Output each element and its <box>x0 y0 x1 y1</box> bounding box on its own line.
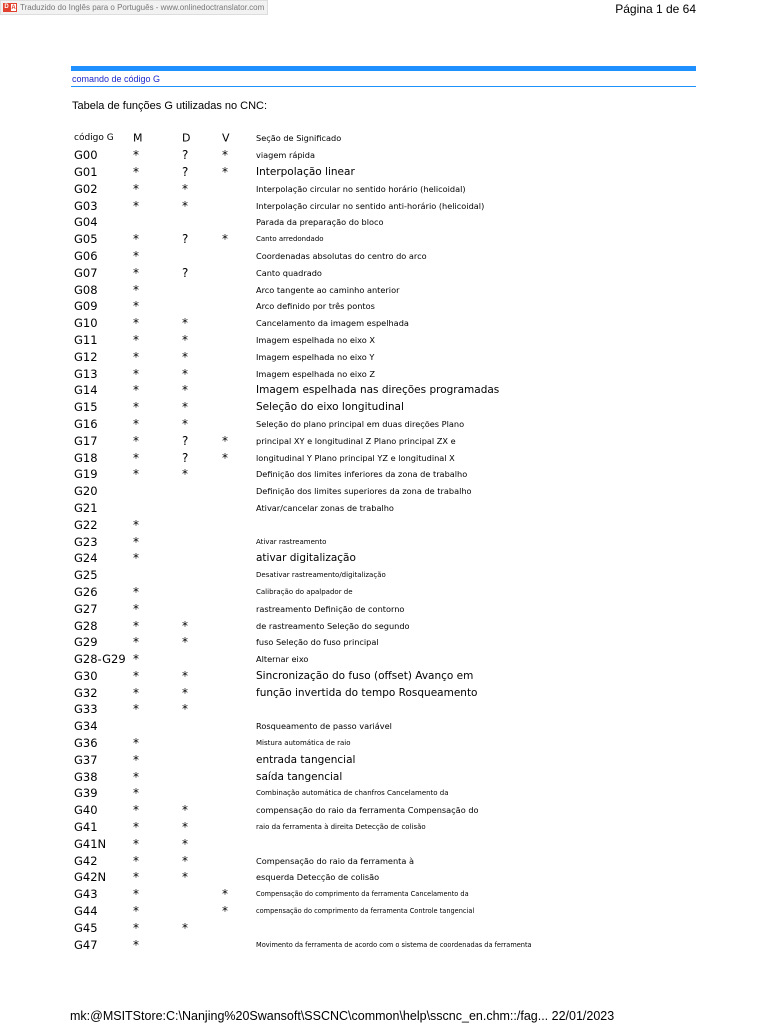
g-code: G07 <box>74 265 98 280</box>
description: Ativar rastreamento <box>256 537 327 546</box>
m-flag: * <box>133 383 139 398</box>
v-flag: * <box>222 450 228 465</box>
table-row <box>0 248 768 265</box>
table-row <box>0 500 768 517</box>
table-row <box>0 668 768 685</box>
v-flag: * <box>222 164 228 179</box>
v-flag: * <box>222 433 228 448</box>
m-flag: * <box>133 601 139 616</box>
m-flag: * <box>133 937 139 952</box>
g-code: G40 <box>74 803 98 818</box>
table-row <box>0 617 768 634</box>
table-row <box>0 785 768 802</box>
m-flag: * <box>133 551 139 566</box>
m-flag: * <box>133 853 139 868</box>
header-underline <box>71 86 696 87</box>
table-row <box>0 180 768 197</box>
g-code: G33 <box>74 702 98 717</box>
d-flag: * <box>182 820 188 835</box>
g-code: G04 <box>74 215 98 230</box>
table-row <box>0 802 768 819</box>
description: Parada da preparação do bloco <box>256 217 384 228</box>
g-code: G22 <box>74 517 98 532</box>
d-flag: * <box>182 349 188 364</box>
g-code: G03 <box>74 198 98 213</box>
d-flag: ? <box>182 433 189 448</box>
table-row <box>0 483 768 500</box>
description: Arco definido por três pontos <box>256 301 375 312</box>
m-flag: * <box>133 232 139 247</box>
g-code: G34 <box>74 719 98 734</box>
g-code: G41N <box>74 836 107 851</box>
description: Combinação automática de chanfros Cancelamento da <box>256 789 449 798</box>
table-row <box>0 516 768 533</box>
table-row <box>0 835 768 852</box>
table-row <box>0 936 768 953</box>
g-code-table <box>0 130 768 953</box>
m-flag: * <box>133 416 139 431</box>
header-m: M <box>133 131 143 145</box>
m-flag: * <box>133 635 139 650</box>
table-row <box>0 533 768 550</box>
m-flag: * <box>133 584 139 599</box>
d-flag: * <box>182 870 188 885</box>
description: Compensação do raio da ferramenta à <box>256 855 415 866</box>
description: Mistura automática de raio <box>256 739 351 748</box>
g-code: G09 <box>74 299 98 314</box>
m-flag: * <box>133 752 139 767</box>
g-code: G30 <box>74 668 98 683</box>
d-flag: * <box>182 400 188 415</box>
d-flag: * <box>182 332 188 347</box>
table-row <box>0 634 768 651</box>
description: Rosqueamento de passo variável <box>256 721 392 732</box>
m-flag: * <box>133 736 139 751</box>
table-row <box>0 584 768 601</box>
description: Interpolação circular no sentido anti-horário (helicoidal) <box>256 200 485 211</box>
table-row <box>0 315 768 332</box>
description: longitudinal Y Plano principal YZ e longitudinal X <box>256 452 455 463</box>
table-row <box>0 164 768 181</box>
g-code: G13 <box>74 366 98 381</box>
g-code: G20 <box>74 484 98 499</box>
footer-path: mk:@MSITStore:C:\Nanjing%20Swansoft\SSCNC\common\help\sscnc_en.chm::/fag... 22/01/2023 <box>70 1009 615 1023</box>
header-desc: Seção de Significado <box>256 133 342 144</box>
table-row <box>0 684 768 701</box>
description: Definição dos limites superiores da zona de trabalho <box>256 486 472 497</box>
m-flag: * <box>133 349 139 364</box>
description: Definição dos limites inferiores da zona de trabalho <box>256 469 468 480</box>
g-code: G05 <box>74 232 98 247</box>
description: fuso Seleção do fuso principal <box>256 637 379 648</box>
table-row <box>0 382 768 399</box>
g-code: G41 <box>74 820 98 835</box>
table-row <box>0 147 768 164</box>
m-flag: * <box>133 366 139 381</box>
description: Ativar/cancelar zonas de trabalho <box>256 502 394 513</box>
table-row <box>0 298 768 315</box>
g-code: G43 <box>74 887 98 902</box>
table-row <box>0 600 768 617</box>
g-code: G39 <box>74 786 98 801</box>
d-flag: ? <box>182 232 189 247</box>
m-flag: * <box>133 836 139 851</box>
header-code: código G <box>74 133 114 144</box>
d-flag: * <box>182 198 188 213</box>
table-row <box>0 416 768 433</box>
table-row <box>0 567 768 584</box>
d-flag: * <box>182 618 188 633</box>
description: viagem rápida <box>256 150 316 161</box>
description: Imagem espelhada no eixo Y <box>256 351 375 362</box>
description: Calibração do apalpador de <box>256 587 353 596</box>
description: Imagem espelhada no eixo X <box>256 334 375 345</box>
g-code: G12 <box>74 349 98 364</box>
description: raio da ferramenta à direita Detecção de colisão <box>256 823 426 832</box>
page-number: Página 1 de 64 <box>615 2 696 16</box>
g-code: G37 <box>74 752 98 767</box>
header-d: D <box>182 131 191 145</box>
description: Seleção do plano principal em duas direções Plano <box>256 418 465 429</box>
m-flag: * <box>133 769 139 784</box>
d-flag: ? <box>182 164 189 179</box>
d-flag: * <box>182 803 188 818</box>
description: Imagem espelhada nas direções programadas <box>256 384 500 397</box>
g-code: G08 <box>74 282 98 297</box>
m-flag: * <box>133 668 139 683</box>
m-flag: * <box>133 299 139 314</box>
m-flag: * <box>133 248 139 263</box>
d-flag: * <box>182 920 188 935</box>
description: saída tangencial <box>256 770 343 783</box>
table-row <box>0 197 768 214</box>
description: Sincronização do fuso (offset) Avanço em <box>256 669 474 682</box>
description: entrada tangencial <box>256 753 356 766</box>
table-row <box>0 886 768 903</box>
header-rule <box>71 66 696 71</box>
m-flag: * <box>133 164 139 179</box>
intro-text: Tabela de funções G utilizadas no CNC: <box>72 100 268 112</box>
m-flag: * <box>133 786 139 801</box>
g-code: G47 <box>74 937 98 952</box>
d-flag: ? <box>182 148 189 163</box>
translator-logo-icon: D A <box>4 4 16 11</box>
header-v: V <box>222 131 230 145</box>
d-flag: ? <box>182 265 189 280</box>
g-code: G01 <box>74 164 98 179</box>
section-title: comando de código G <box>72 74 161 84</box>
description: Coordenadas absolutas do centro do arco <box>256 250 427 261</box>
d-flag: * <box>182 181 188 196</box>
g-code: G25 <box>74 568 98 583</box>
table-row <box>0 819 768 836</box>
g-code: G27 <box>74 601 98 616</box>
m-flag: * <box>133 887 139 902</box>
v-flag: * <box>222 887 228 902</box>
m-flag: * <box>133 920 139 935</box>
translator-text[interactable]: Traduzido do Inglês para o Português - www.onlinedoctranslator.com <box>20 3 265 12</box>
table-row <box>0 432 768 449</box>
table-row <box>0 231 768 248</box>
description: compensação do raio da ferramenta Compensação do <box>256 805 479 816</box>
table-row <box>0 332 768 349</box>
g-code: G10 <box>74 316 98 331</box>
v-flag: * <box>222 232 228 247</box>
table-row <box>0 365 768 382</box>
description: Cancelamento da imagem espelhada <box>256 318 409 329</box>
g-code: G28 <box>74 618 98 633</box>
description: de rastreamento Seleção do segundo <box>256 620 410 631</box>
g-code: G42 <box>74 853 98 868</box>
table-row <box>0 264 768 281</box>
g-code: G11 <box>74 332 98 347</box>
d-flag: * <box>182 366 188 381</box>
d-flag: * <box>182 316 188 331</box>
description: Compensação do comprimento da ferramenta Cancelamento da <box>256 890 469 899</box>
table-row <box>0 281 768 298</box>
table-header-row <box>0 130 768 147</box>
description: Interpolação linear <box>256 165 355 178</box>
description: Canto arredondado <box>256 235 324 244</box>
m-flag: * <box>133 148 139 163</box>
table-row <box>0 651 768 668</box>
table-body <box>0 147 768 953</box>
description: ativar digitalização <box>256 552 356 565</box>
description: Imagem espelhada no eixo Z <box>256 368 375 379</box>
d-flag: * <box>182 702 188 717</box>
d-flag: * <box>182 416 188 431</box>
g-code: G14 <box>74 383 98 398</box>
description: Desativar rastreamento/digitalização <box>256 571 386 580</box>
description: Movimento da ferramenta de acordo com o sistema de coordenadas da ferramenta <box>256 940 532 949</box>
m-flag: * <box>133 400 139 415</box>
g-code: G17 <box>74 433 98 448</box>
table-row <box>0 919 768 936</box>
m-flag: * <box>133 450 139 465</box>
g-code: G23 <box>74 534 98 549</box>
description: rastreamento Definição de contorno <box>256 603 405 614</box>
table-row <box>0 466 768 483</box>
table-row <box>0 735 768 752</box>
table-row <box>0 701 768 718</box>
g-code: G44 <box>74 904 98 919</box>
table-row <box>0 348 768 365</box>
m-flag: * <box>133 652 139 667</box>
table-row <box>0 214 768 231</box>
m-flag: * <box>133 181 139 196</box>
d-flag: * <box>182 836 188 851</box>
table-row <box>0 399 768 416</box>
d-flag: * <box>182 668 188 683</box>
m-flag: * <box>133 433 139 448</box>
g-code: G32 <box>74 685 98 700</box>
g-code: G00 <box>74 148 98 163</box>
table-row <box>0 852 768 869</box>
g-code: G42N <box>74 870 107 885</box>
g-code: G21 <box>74 500 98 515</box>
m-flag: * <box>133 820 139 835</box>
g-code: G18 <box>74 450 98 465</box>
v-flag: * <box>222 904 228 919</box>
translator-badge[interactable] <box>0 0 268 15</box>
m-flag: * <box>133 282 139 297</box>
table-row <box>0 550 768 567</box>
description: Interpolação circular no sentido horário (helicoidal) <box>256 183 466 194</box>
table-row <box>0 718 768 735</box>
d-flag: * <box>182 467 188 482</box>
m-flag: * <box>133 198 139 213</box>
table-row <box>0 449 768 466</box>
g-code: G02 <box>74 181 98 196</box>
g-code: G06 <box>74 248 98 263</box>
m-flag: * <box>133 803 139 818</box>
description: Canto quadrado <box>256 267 322 278</box>
table-row <box>0 903 768 920</box>
description: Seleção do eixo longitudinal <box>256 401 404 414</box>
table-row <box>0 768 768 785</box>
description: Arco tangente ao caminho anterior <box>256 284 400 295</box>
m-flag: * <box>133 534 139 549</box>
d-flag: * <box>182 635 188 650</box>
m-flag: * <box>133 316 139 331</box>
m-flag: * <box>133 265 139 280</box>
g-code: G19 <box>74 467 98 482</box>
g-code: G28-G29 <box>74 652 126 667</box>
d-flag: * <box>182 383 188 398</box>
description: compensação do comprimento da ferramenta Controle tangencial <box>256 907 475 916</box>
g-code: G36 <box>74 736 98 751</box>
g-code: G16 <box>74 416 98 431</box>
d-flag: ? <box>182 450 189 465</box>
m-flag: * <box>133 517 139 532</box>
g-code: G38 <box>74 769 98 784</box>
v-flag: * <box>222 148 228 163</box>
description: função invertida do tempo Rosqueamento <box>256 686 478 699</box>
g-code: G15 <box>74 400 98 415</box>
description: Alternar eixo <box>256 654 309 665</box>
d-flag: * <box>182 685 188 700</box>
m-flag: * <box>133 618 139 633</box>
m-flag: * <box>133 702 139 717</box>
g-code: G26 <box>74 584 98 599</box>
m-flag: * <box>133 467 139 482</box>
description: principal XY e longitudinal Z Plano principal ZX e <box>256 435 456 446</box>
table-row <box>0 869 768 886</box>
m-flag: * <box>133 332 139 347</box>
description: esquerda Detecção de colisão <box>256 872 380 883</box>
m-flag: * <box>133 904 139 919</box>
m-flag: * <box>133 870 139 885</box>
table-row <box>0 751 768 768</box>
g-code: G24 <box>74 551 98 566</box>
d-flag: * <box>182 853 188 868</box>
m-flag: * <box>133 685 139 700</box>
g-code: G29 <box>74 635 98 650</box>
g-code: G45 <box>74 920 98 935</box>
